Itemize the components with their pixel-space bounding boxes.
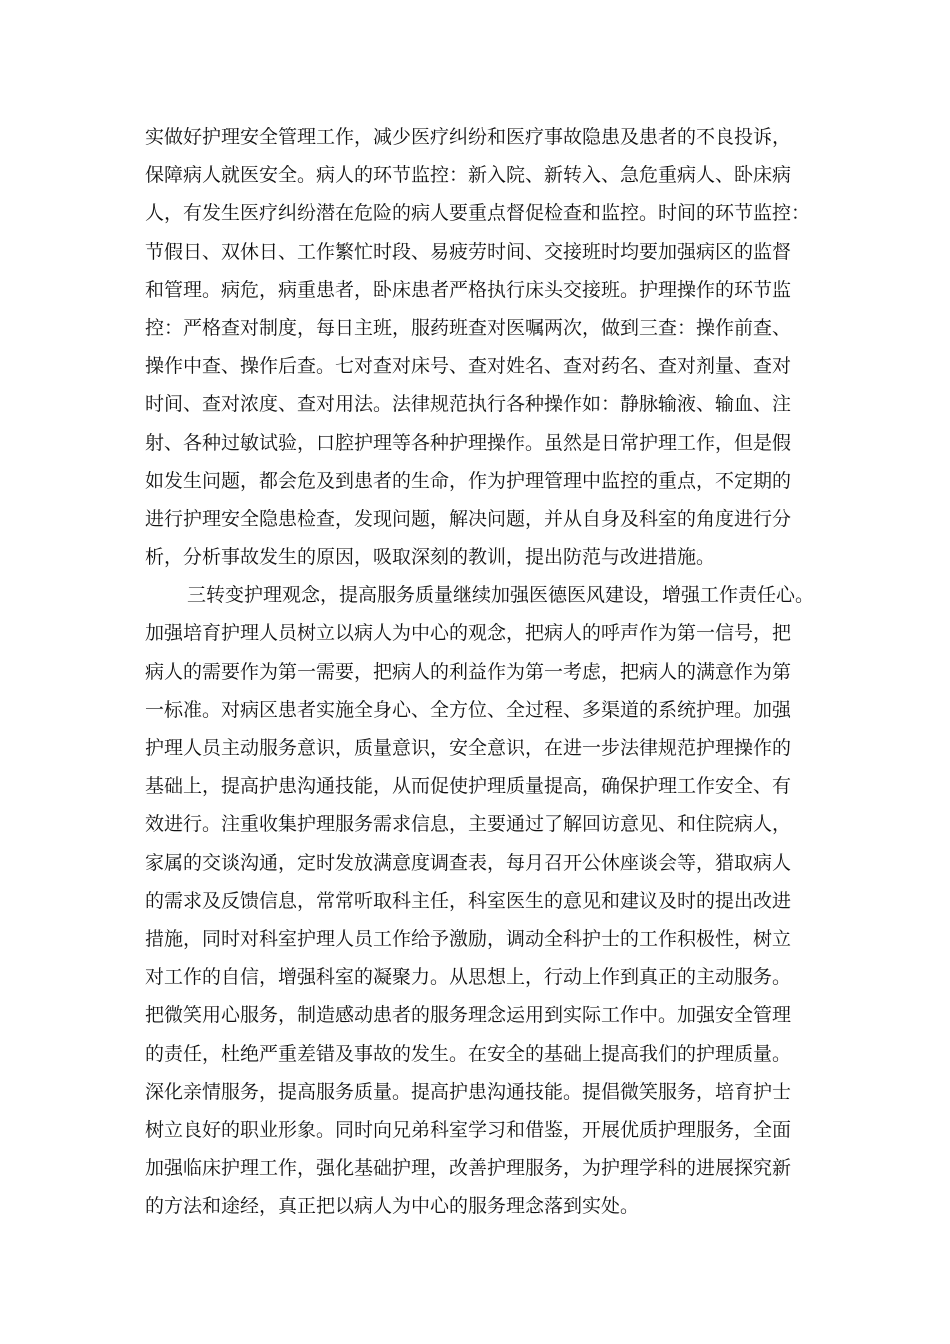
text-line: 进行护理安全隐患检查，发现问题，解决问题，并从自身及科室的角度进行分 xyxy=(145,507,792,530)
text-line: 一标准。对病区患者实施全身心、全方位、全过程、多渠道的系统护理。加强 xyxy=(145,698,792,721)
text-line: 节假日、双休日、工作繁忙时段、易疲劳时间、交接班时均要加强病区的监督 xyxy=(145,240,792,263)
text-line: 如发生问题，都会危及到患者的生命，作为护理管理中监控的重点，不定期的 xyxy=(145,469,792,492)
text-line: 深化亲情服务，提高服务质量。提高护患沟通技能。提倡微笑服务，培育护士 xyxy=(145,1080,792,1103)
paragraph-first-line: 三转变护理观念，提高服务质量继续加强医德医风建设，增强工作责任心。 xyxy=(187,584,815,607)
text-line: 人，有发生医疗纠纷潜在危险的病人要重点督促检查和监控。时间的环节监控： xyxy=(145,202,811,225)
text-line: 把微笑用心服务，制造感动患者的服务理念运用到实际工作中。加强安全管理 xyxy=(145,1004,792,1027)
text-line: 的方法和途经，真正把以病人为中心的服务理念落到实处。 xyxy=(145,1195,640,1218)
text-line: 病人的需要作为第一需要，把病人的利益作为第一考虑，把病人的满意作为第 xyxy=(145,660,792,683)
text-line: 射、各种过敏试验，口腔护理等各种护理操作。虽然是日常护理工作，但是假 xyxy=(145,431,792,454)
text-line: 基础上，提高护患沟通技能，从而促使护理质量提高，确保护理工作安全、有 xyxy=(145,775,792,798)
text-line: 保障病人就医安全。病人的环节监控：新入院、新转入、急危重病人、卧床病 xyxy=(145,164,792,187)
text-line: 对工作的自信，增强科室的凝聚力。从思想上，行动上作到真正的主动服务。 xyxy=(145,966,792,989)
text-line: 的需求及反馈信息，常常听取科主任，科室医生的意见和建议及时的提出改进 xyxy=(145,889,792,912)
text-line: 措施，同时对科室护理人员工作给予激励，调动全科护士的工作积极性，树立 xyxy=(145,927,792,950)
text-line: 效进行。注重收集护理服务需求信息，主要通过了解回访意见、和住院病人， xyxy=(145,813,792,836)
text-line: 操作中查、操作后查。七对查对床号、查对姓名、查对药名、查对剂量、查对 xyxy=(145,355,792,378)
body-text xyxy=(145,118,835,1225)
text-line: 析，分析事故发生的原因，吸取深刻的教训，提出防范与改进措施。 xyxy=(145,546,716,569)
text-line: 时间、查对浓度、查对用法。法律规范执行各种操作如：静脉输液、输血、注 xyxy=(145,393,792,416)
text-line: 护理人员主动服务意识，质量意识，安全意识，在进一步法律规范护理操作的 xyxy=(145,737,792,759)
text-line: 和管理。病危，病重患者，卧床患者严格执行床头交接班。护理操作的环节监 xyxy=(145,278,792,301)
text-line: 加强临床护理工作，强化基础护理，改善护理服务，为护理学科的进展探究新 xyxy=(145,1157,792,1180)
text-line: 树立良好的职业形象。同时向兄弟科室学习和借鉴，开展优质护理服务，全面 xyxy=(145,1118,792,1141)
text-line: 的责任，杜绝严重差错及事故的发生。在安全的基础上提高我们的护理质量。 xyxy=(145,1042,792,1065)
text-line: 实做好护理安全管理工作，减少医疗纠纷和医疗事故隐患及患者的不良投诉， xyxy=(145,126,792,148)
text-line: 加强培育护理人员树立以病人为中心的观念，把病人的呼声作为第一信号，把 xyxy=(145,622,792,645)
text-line: 家属的交谈沟通，定时发放满意度调查表，每月召开公休座谈会等，猎取病人 xyxy=(145,851,792,874)
text-line: 控：严格查对制度，每日主班，服药班查对医嘱两次，做到三查：操作前查、 xyxy=(145,316,792,339)
